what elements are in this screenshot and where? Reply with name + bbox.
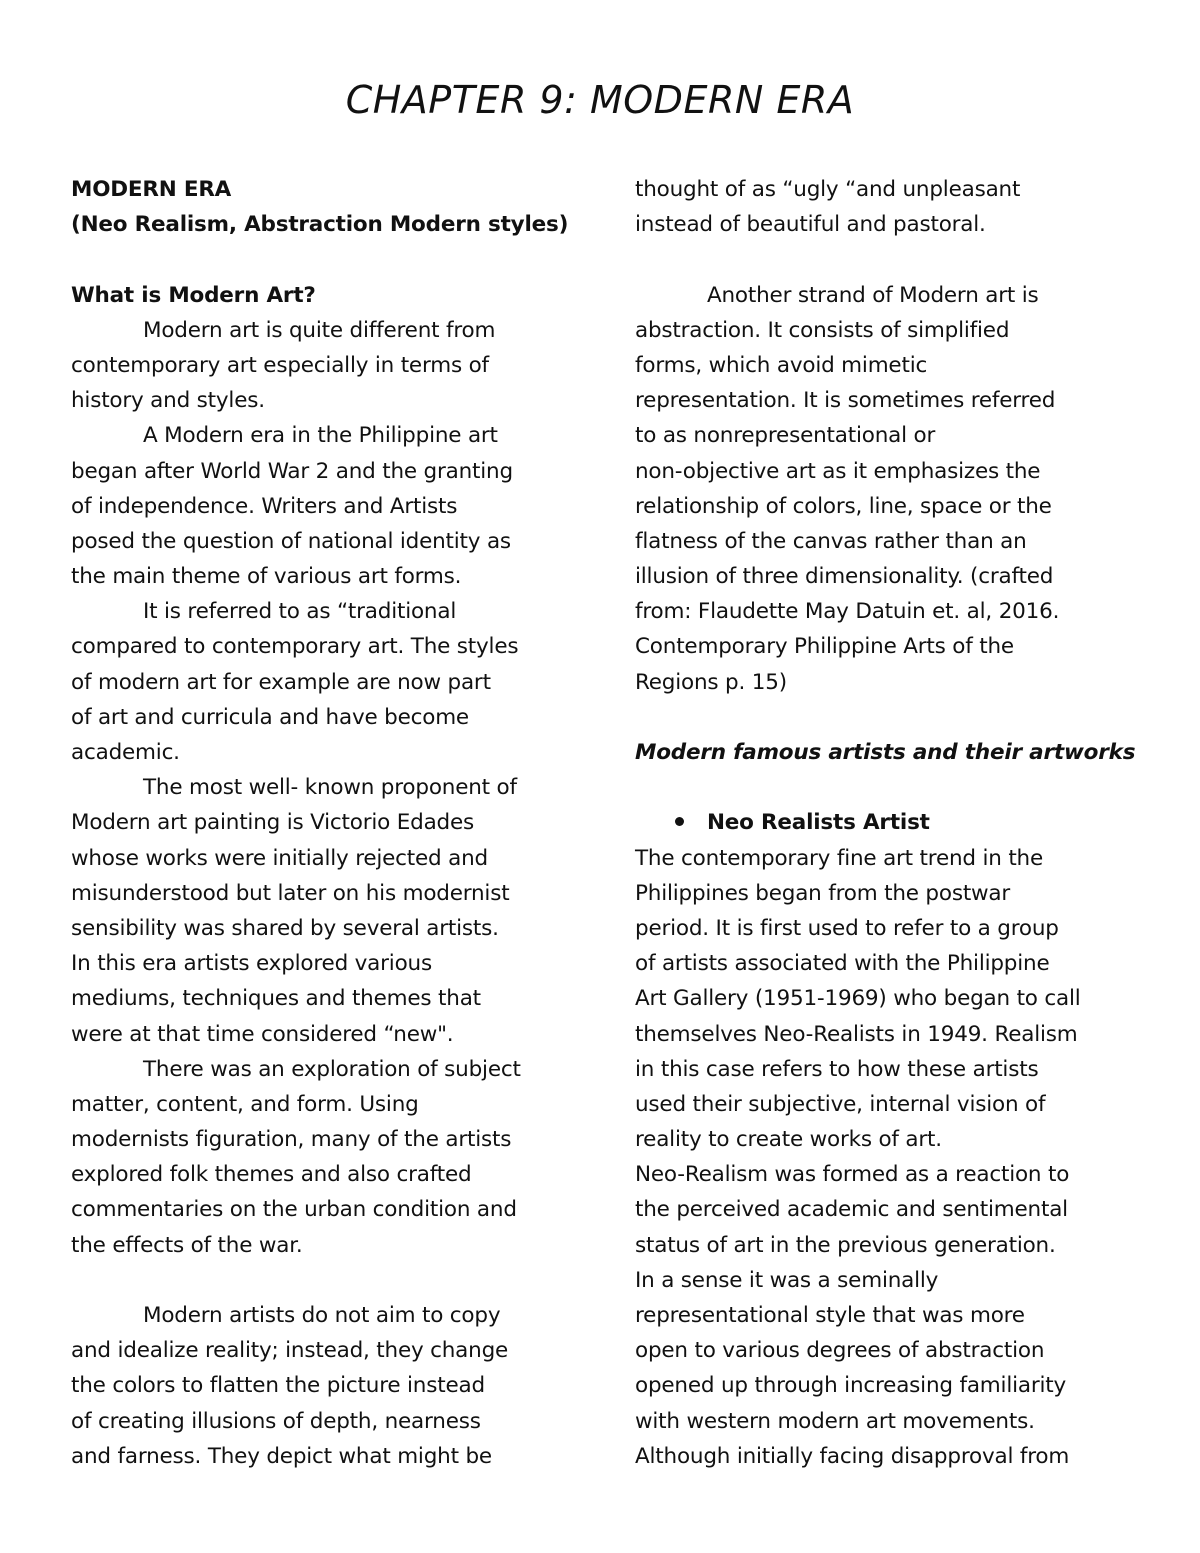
bullet-item xyxy=(635,805,1140,840)
right-column xyxy=(635,172,1140,1474)
chapter-title: CHAPTER 9: MODERN ERA xyxy=(345,78,855,122)
paragraph-line: and idealize reality; instead, they change xyxy=(71,1338,509,1364)
paragraph-line: Another strand of Modern art is xyxy=(707,282,1039,308)
paragraph-line: of independence. Writers and Artists xyxy=(71,493,458,519)
paragraph-line: misunderstood but later on his modernist xyxy=(71,880,510,906)
paragraph-line: opened up through increasing familiarity xyxy=(635,1373,1067,1399)
paragraph-line: Although initially facing disapproval from xyxy=(635,1443,1070,1469)
paragraph-line: It is referred to as “traditional xyxy=(143,599,457,625)
paragraph-line: with western modern art movements. xyxy=(635,1408,1035,1434)
bullet-label: Neo Realists Artist xyxy=(707,810,930,836)
paragraph-line: themselves Neo-Realists in 1949. Realism xyxy=(635,1021,1078,1047)
paragraph-line: thought of as “ugly “and unpleasant xyxy=(635,177,1021,202)
paragraph-line: of modern art for example are now part xyxy=(71,669,491,695)
paragraph-line: in this case refers to how these artists xyxy=(635,1056,1039,1082)
paragraph-line: and farness. They depict what might be xyxy=(71,1443,492,1469)
paragraph-line: the perceived academic and sentimental xyxy=(635,1197,1068,1223)
paragraph-line: Art Gallery (1951-1969) who began to call xyxy=(635,986,1081,1012)
paragraph-line: Contemporary Philippine Arts of the xyxy=(635,634,1014,660)
paragraph-line: the main theme of various art forms. xyxy=(71,564,462,590)
paragraph-line: illusion of three dimensionality. (crafted xyxy=(635,564,1054,590)
paragraph-line: compared to contemporary art. The styles xyxy=(71,634,519,660)
paragraph-line: reality to create works of art. xyxy=(635,1127,942,1153)
paragraph-line: to as nonrepresentational or xyxy=(635,423,936,449)
paragraph-line: matter, content, and form. Using xyxy=(71,1091,419,1117)
paragraph-line: whose works were initially rejected and xyxy=(71,845,488,871)
paragraph-line: A Modern era in the Philippine art xyxy=(143,423,498,449)
paragraph-line: abstraction. It consists of simplified xyxy=(635,317,1010,343)
paragraph-line: representation. It is sometimes referred xyxy=(635,388,1056,414)
question-heading: What is Modern Art? xyxy=(71,282,316,308)
paragraph-line: Modern art painting is Victorio Edades xyxy=(71,810,475,836)
paragraph-line: flatness of the canvas rather than an xyxy=(635,528,1027,554)
paragraph-line: Regions p. 15) xyxy=(635,669,787,695)
bullet-icon xyxy=(675,817,684,826)
paragraph-line: of creating illusions of depth, nearness xyxy=(71,1408,481,1434)
paragraph-line: forms, which avoid mimetic xyxy=(635,352,928,378)
paragraph-line: sensibility was shared by several artists. xyxy=(71,915,499,941)
paragraph-line: status of art in the previous generation. xyxy=(635,1232,1056,1258)
paragraph-line: were at that time considered “new". xyxy=(71,1021,454,1047)
left-column xyxy=(71,172,571,1474)
paragraph-line: the effects of the war. xyxy=(71,1232,303,1258)
paragraph-line: the colors to flatten the picture instead xyxy=(71,1373,485,1399)
paragraph-line: posed the question of national identity as xyxy=(71,528,511,554)
paragraph-line: The contemporary fine art trend in the xyxy=(635,845,1043,871)
paragraph-line: Philippines began from the postwar xyxy=(635,880,1011,906)
paragraph-line: began after World War 2 and the granting xyxy=(71,458,513,484)
paragraph-line: history and styles. xyxy=(71,388,265,414)
paragraph-line: of artists associated with the Philippine xyxy=(635,951,1050,977)
paragraph-line: Modern artists do not aim to copy xyxy=(143,1303,501,1328)
paragraph-line: contemporary art especially in terms of xyxy=(71,352,489,378)
paragraph-line: Neo-Realism was formed as a reaction to xyxy=(635,1162,1070,1188)
paragraph-line: relationship of colors, line, space or the xyxy=(635,493,1052,519)
paragraph-line: representational style that was more xyxy=(635,1303,1025,1328)
paragraph-line: academic. xyxy=(71,740,180,765)
paragraph-line: commentaries on the urban condition and xyxy=(71,1197,517,1223)
paragraph-line: used their subjective, internal vision of xyxy=(635,1091,1046,1117)
paragraph-line: explored folk themes and also crafted xyxy=(71,1162,472,1188)
section-subheading: (Neo Realism, Abstraction Modern styles) xyxy=(71,212,569,238)
paragraph-line: The most well- known proponent of xyxy=(143,775,517,801)
paragraph-line: In this era artists explored various xyxy=(71,951,432,977)
paragraph-line: non-objective art as it emphasizes the xyxy=(635,458,1041,484)
paragraph-line: In a sense it was a seminally xyxy=(635,1267,939,1293)
paragraph-line: modernists figuration, many of the artists xyxy=(71,1127,512,1153)
section-heading: MODERN ERA xyxy=(71,177,232,202)
paragraph-line: of art and curricula and have become xyxy=(71,704,469,730)
paragraph-line: from: Flaudette May Datuin et. al, 2016. xyxy=(635,599,1060,625)
paragraph-line: Modern art is quite different from xyxy=(143,317,496,343)
paragraph-line: open to various degrees of abstraction xyxy=(635,1338,1045,1364)
paragraph-line: period. It is first used to refer to a group xyxy=(635,915,1059,941)
artists-section-title: Modern famous artists and their artworks xyxy=(635,740,1136,765)
paragraph-line: instead of beautiful and pastoral. xyxy=(635,212,986,238)
paragraph-line: There was an exploration of subject xyxy=(143,1056,521,1082)
paragraph-line: mediums, techniques and themes that xyxy=(71,986,481,1012)
